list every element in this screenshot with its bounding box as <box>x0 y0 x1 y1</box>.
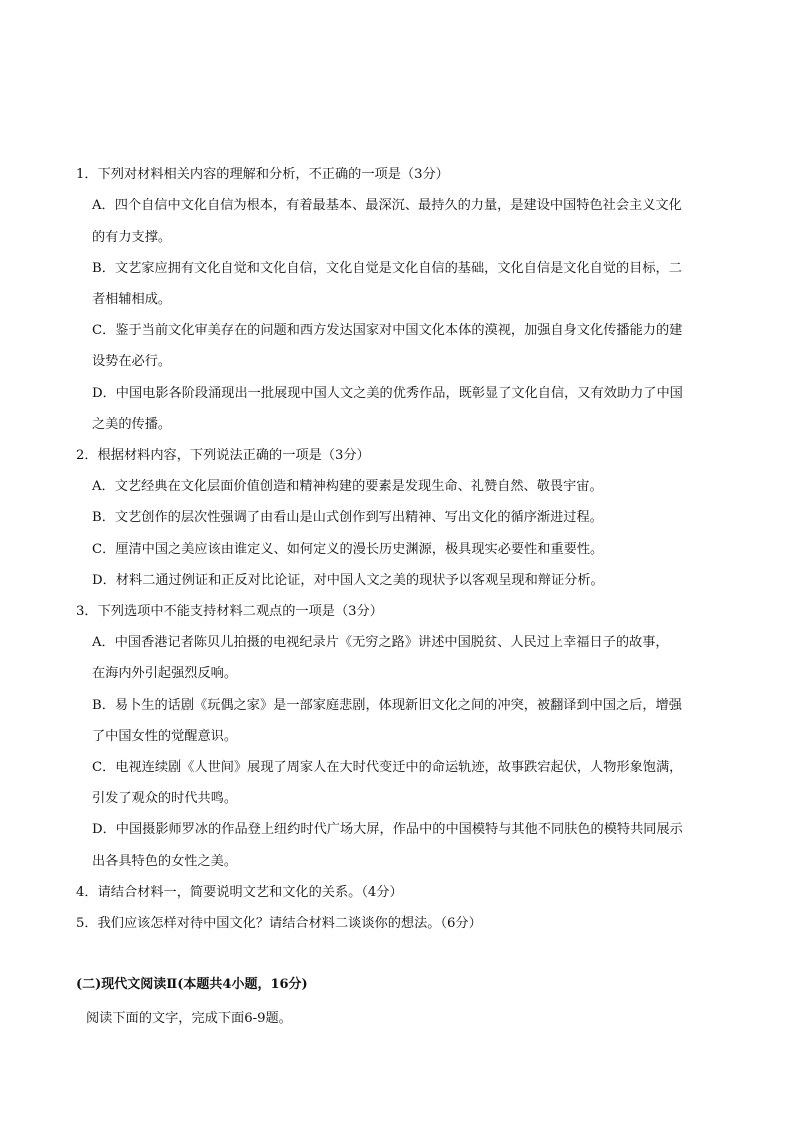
question-3-option-a-cont: 在海内外引起强烈反响。 <box>92 666 238 681</box>
question-1-option-c: C．鉴于当前文化审美存在的问题和西方发达国家对中国文化本体的漠视，加强自身文化传播能力的建 <box>92 323 683 338</box>
question-1-option-d: D．中国电影各阶段涌现出一批展现中国人文之美的优秀作品，既彰显了文化自信，又有效助力了中国 <box>92 386 683 401</box>
question-1-option-c-cont: 设势在必行。 <box>92 354 172 369</box>
question-3-option-b: B．易卜生的话剧《玩偶之家》是一部家庭悲剧，体现新旧文化之间的冲突，被翻译到中国之后，增强 <box>92 698 682 713</box>
question-3-option-d-cont: 出各具特色的女性之美。 <box>92 854 238 869</box>
question-5-stem: 5．我们应该怎样对待中国文化？请结合材料二谈谈你的想法。（6分） <box>76 916 482 931</box>
question-3-option-a: A．中国香港记者陈贝儿拍摄的电视纪录片《无穷之路》讲述中国脱贫、人民过上幸福日子的故事， <box>92 635 669 650</box>
question-2-option-c: C．厘清中国之美应该由谁定义、如何定义的漫长历史渊源，极具现实必要性和重要性。 <box>92 542 604 557</box>
question-3-option-c-cont: 引发了观众的时代共鸣。 <box>92 791 238 806</box>
question-2-option-a: A．文艺经典在文化层面价值创造和精神构建的要素是发现生命、礼赞自然、敬畏宇宙。 <box>92 479 603 494</box>
question-3-option-d: D．中国摄影师罗冰的作品登上纽约时代广场大屏，作品中的中国模特与其他不同肤色的模特共同展示 <box>92 822 683 837</box>
question-1-option-a-cont: 的有力支撑。 <box>92 230 172 245</box>
question-1-stem: 1．下列对材料相关内容的理解和分析，不正确的一项是（3分） <box>76 167 449 182</box>
question-3-option-b-cont: 了中国女性的觉醒意识。 <box>92 729 238 744</box>
question-2-option-d: D．材料二通过例证和正反对比论证，对中国人文之美的现状予以客观呈现和辩证分析。 <box>92 573 604 588</box>
question-4-stem: 4．请结合材料一，简要说明文艺和文化的关系。（4分） <box>76 885 403 900</box>
question-1-option-b-cont: 者相辅相成。 <box>92 292 172 307</box>
question-1-option-a: A．四个自信中文化自信为根本，有着最基本、最深沉、最持久的力量，是建设中国特色社会主义文化 <box>92 198 682 213</box>
question-2-option-b: B．文艺创作的层次性强调了由看山是山式创作到写出精神、写出文化的循序渐进过程。 <box>92 510 603 525</box>
question-2-stem: 2．根据材料内容，下列说法正确的一项是（3分） <box>76 448 370 463</box>
section-intro: 阅读下面的文字，完成下面6-9题。 <box>86 1011 292 1026</box>
question-1-option-d-cont: 之美的传播。 <box>92 417 172 432</box>
question-3-stem: 3．下列选项中不能支持材料二观点的一项是（3分） <box>76 604 383 619</box>
question-1-option-b: B．文艺家应拥有文化自觉和文化自信，文化自觉是文化自信的基础，文化自信是文化自觉的目标，二 <box>92 261 682 276</box>
question-3-option-c: C．电视连续剧《人世间》展现了周家人在大时代变迁中的命运轨迹，故事跌宕起伏，人物形象饱满， <box>92 760 683 775</box>
section-heading: (二)现代文阅读Ⅱ(本题共4小题，16分) <box>76 977 308 992</box>
